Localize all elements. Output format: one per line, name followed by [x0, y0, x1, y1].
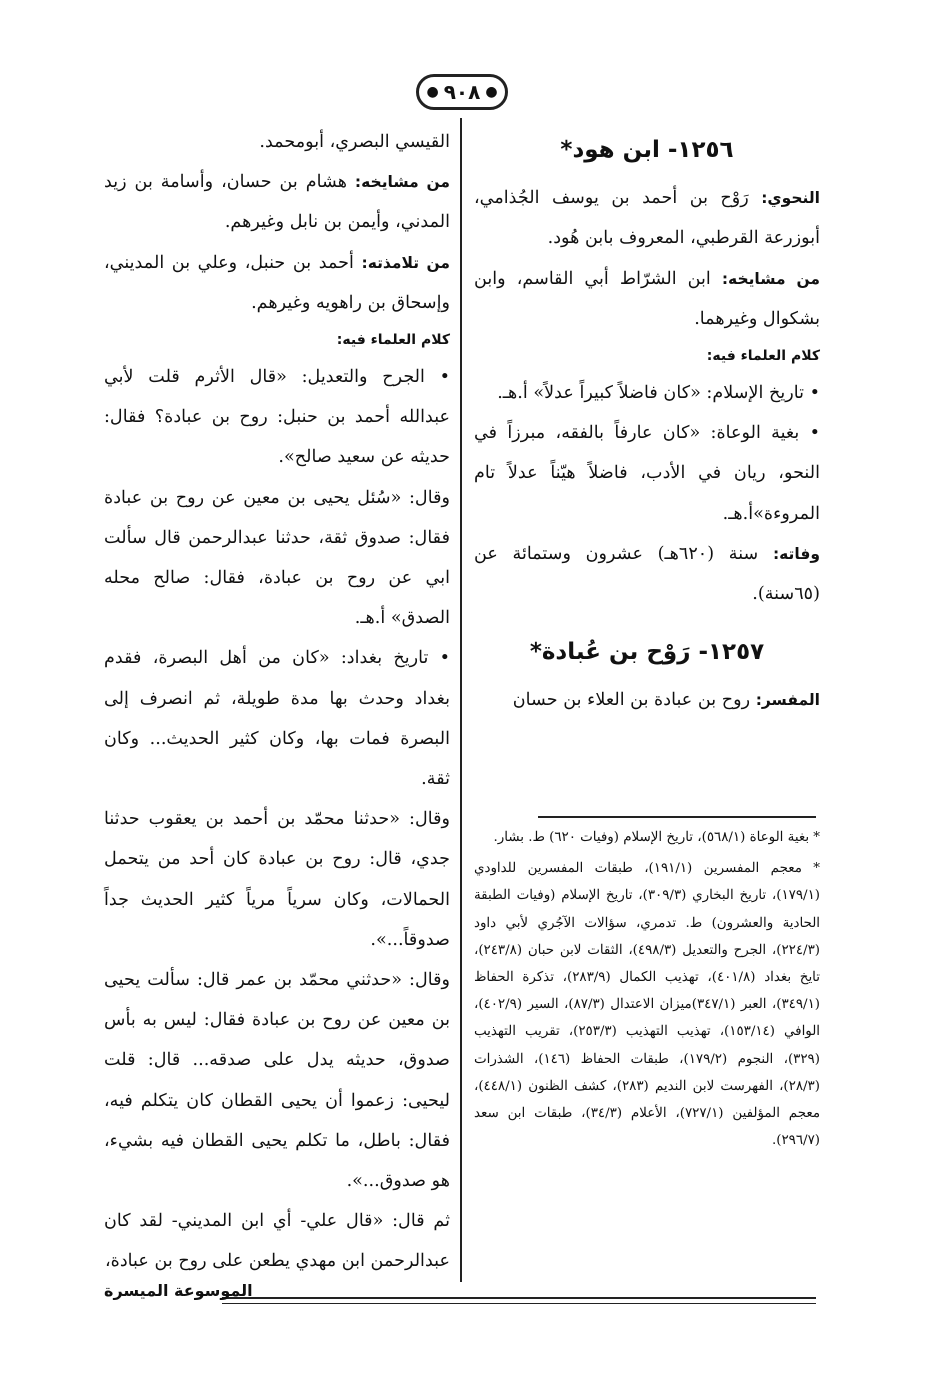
text: ابن الشرّاط أبي القاسم، وابن بشكوال وغيرهما. [474, 268, 820, 329]
label: النحوي: [761, 189, 820, 208]
label: من مشايخه: [721, 269, 820, 288]
footnotes [474, 824, 820, 1154]
footnote: * معجم المفسرين (١٩١/١)، طبقات المفسرين للداودي (١٧٩/١)، تاريخ البخاري (٣٠٩/٣)، تاريخ الإسلام (وفيات الطبقة الحادية والعشرون) ط. تدمري، سؤالات الآجُري لأبي داود (٢٢٤/٣)، الجرح والتعديل (٤٩٨/٣)، الثقات لابن حبان (٢٤٣/٨)، تايخ بغداد (٤٠١/٨)، تهذيب الكمال (٢٨٣/٩)، تذكرة الحفاظ (٣٤٩/١)، العبر (٣٤٧/١)ميزان الاعتدال (٨٧/٣)، السير (٤٠٢/٩)، الوافي (١٥٣/١٤)، تهذيب التهذيب (٢٥٣/٣)، تقريب التهذيب (٣٢٩)، النجوم (١٧٩/٢)، طبقات الحفاظ (١٤٦)، الشذرات (٢٨/٣)، الفهرست لابن النديم (٢٨٣)، كشف الظنون (٤٤٨/١)، معجم المؤلفين (٧٢٧/١)، الأعلام (٣٤/٣)، طبقات ابن سعد (٢٩٦/٧). [474, 861, 821, 1149]
text: هشام بن حسان، وأسامة بن زيد المدني، وأيمن بن نابل وغيرهم. [104, 172, 450, 233]
text: أحمد بن حنبل، وعلي بن المديني، وإسحاق بن راهويه وغيرهم. [104, 252, 450, 313]
page-number-badge [416, 74, 508, 110]
label: من تلامذته: [361, 253, 450, 272]
scholars-heading: كلام العلماء فيه: [706, 348, 820, 365]
paragraph: • الجرح والتعديل: «قال الأثرم قلت لأبي عبدالله أحمد بن حنبل: روح بن عبادة؟ فقال: حديثه عن سعيد صالح». [104, 367, 450, 468]
label: وفاته: [772, 544, 820, 563]
paragraph [474, 178, 820, 258]
entry-heading-1257: ١٢٥٧- رَوْح بن عُبادة* [529, 639, 765, 666]
right-column [474, 122, 820, 721]
paragraph: • بغية الوعاة: «كان عارفاً بالفقه، مبرزاً في النحو، ريان في الأدب، فاضلاً هيّناً عدلاً تام المروءة»أ.هـ. [474, 423, 820, 524]
paragraph: القيسي البصري، أبومحمد. [259, 132, 450, 152]
paragraph [104, 243, 450, 323]
text: رَوْح بن أحمد بن يوسف الجُذامي، أبوزرعة القرطبي، المعروف بابن هُود. [474, 188, 820, 249]
footer-rule [222, 1297, 816, 1304]
paragraph: • تاريخ بغداد: «كان من أهل البصرة، فقدم بغداد وحدث بها مدة طويلة، ثم انصرف إلى البصرة فمات بها، وكان كثير الحديث... وكان ثقة. [104, 648, 450, 790]
paragraph [474, 259, 820, 339]
paragraph: ثم قال: «قال علي- أي ابن المديني- لقد كان عبدالرحمن ابن مهدي يطعن على روح بن عبادة، [104, 1211, 450, 1272]
page-number: ٩٠٨ [443, 80, 481, 104]
label: من مشايخه: [354, 173, 450, 192]
text: روح بن عبادة بن العلاء بن حسان [512, 690, 756, 711]
paragraph [104, 162, 450, 242]
footnote: * بغية الوعاة (٥٦٨/١)، تاريخ الإسلام (وفيات ٦٢٠) ط. بشار. [493, 830, 820, 845]
entry-heading-1256: ١٢٥٦- ابن هود* [560, 137, 734, 163]
dot-icon: ● [485, 84, 498, 100]
paragraph: وقال: «سُئل يحيى بن معين عن روح بن عبادة فقال: صدوق ثقة، حدثنا عبدالرحمن قال سألت ابي عن روح بن عبادة، فقال: صالح محله الصدق» أ.هـ. [104, 487, 450, 629]
dot-icon: ● [426, 84, 439, 100]
column-divider [460, 118, 462, 1282]
footnote-rule [538, 816, 816, 818]
paragraph: وقال: «حدثني محمّد بن عمر قال: سألت يحيى بن معين عن روح بن عبادة فقال: ليس به بأس صدوق، حديثه يدل على صدقه... قال: قلت ليحيى: زعموا أن يحيى القطان كان يتكلم فيه، فقال: باطل، ما تكلم يحيى القطان فيه بشيء، هو صدوق...». [104, 970, 450, 1192]
footer-title: الموسوعة الميسرة [104, 1281, 253, 1300]
paragraph [474, 534, 820, 614]
left-column [104, 122, 450, 1282]
paragraph: • تاريخ الإسلام: «كان فاضلاً كبيراً عدلاً» أ.هـ. [497, 383, 820, 404]
scholars-heading: كلام العلماء فيه: [336, 332, 450, 349]
paragraph [474, 680, 820, 720]
label: المفسر: [755, 691, 820, 710]
text: سنة (٦٢٠هـ) عشرون وستمائة عن (٦٥سنة). [474, 543, 820, 605]
paragraph: وقال: «حدثنا محمّد بن أحمد بن يعقوب حدثنا جدي، قال: روح بن عبادة كان أحد من يتحمل الحمالات، وكان سرياً مرياً كثير الحديث جداً صدوقاً...». [104, 809, 450, 950]
